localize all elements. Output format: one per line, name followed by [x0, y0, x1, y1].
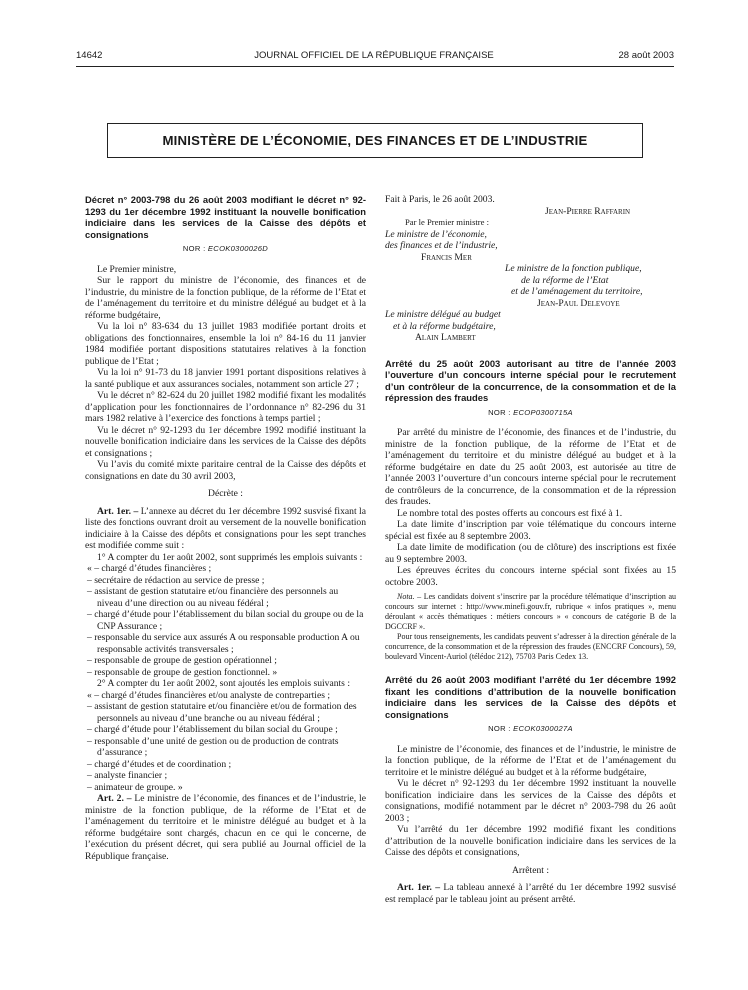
- page-number: 14642: [76, 50, 103, 61]
- paragraph: La date limite d’inscription par voie télématique du concours interne spécial est fixée au 8 septembre 2003.: [385, 519, 676, 542]
- list-item: – analyste financier ;: [87, 770, 168, 781]
- visa: Vu l’avis du comité mixte paritaire central de la Caisse des dépôts et consignations en date du 30 avril 2003,: [85, 459, 366, 482]
- paragraph: La date limite de modification (ou de clôture) des inscriptions est fixée au 9 septembre 2003.: [385, 542, 676, 565]
- paragraph: Le ministre de l’économie, des finances et de l’industrie, le ministre de la fonction publique, de la réforme de l’Etat et de l’aménagement du territoire et le ministre délégué au budget et à la réforme budgétaire,: [385, 743, 676, 778]
- journal-title: JOURNAL OFFICIEL DE LA RÉPUBLIQUE FRANÇAISE: [254, 50, 494, 61]
- visa: Vu le décret n° 92-1293 du 1er décembre 1992 instituant la nouvelle bonification indiciaire dans les services de la Caisse des dépôts et consignations, modifié notamment par le décret n° 2003-798 du 26 août 2003 ;: [385, 778, 676, 824]
- list-item: – assistant de gestion statutaire et/ou financière des personnels au niveau d’une direction ou au niveau fédéral ;: [87, 586, 339, 609]
- decree-nor: NOR : ECOK0300026D: [182, 244, 269, 253]
- issue-date: 28 août 2003: [618, 50, 674, 61]
- list-item: – assistant de gestion statutaire et/ou financière et/ou de formation des personnels au niveau d’une branche ou au niveau fédéral ;: [87, 701, 357, 724]
- list-item: – chargé d’études et de coordination ;: [87, 758, 232, 770]
- article-2-label: Art. 2. –: [97, 793, 132, 804]
- right-column: [385, 194, 676, 905]
- nota: Nota. – Les candidats doivent s’inscrire par la procédure télématique d’inscription au concours sur internet : http://www.minefi.gouv.fr, rubrique « infos pratiques », menu déroulant « accès thématiques : métiers concours » « concours de catégorie B de la DGCCRF ».: [385, 592, 676, 631]
- list-item: – responsable d’une unité de gestion ou de production de contrats d’assurance ;: [87, 735, 339, 758]
- visa: Sur le rapport du ministre de l’économie, des finances et de l’industrie, du ministre de la fonction publique, de la réforme de l’Etat et de l’aménagement du territoire et du ministre délégué au budget et à la réforme budgétaire,: [85, 275, 366, 321]
- running-header: [0, 50, 748, 64]
- list-item: – chargé d’étude pour l’établissement du bilan social du groupe ou de la CNP Assurance ;: [87, 609, 364, 632]
- minister-role: de la réforme de l’Etat: [521, 274, 609, 286]
- article-1-label: Art. 1er. –: [97, 505, 139, 517]
- list-item: – secrétaire de rédaction au service de presse ;: [87, 574, 265, 586]
- list-item: – animateur de groupe. »: [87, 781, 183, 793]
- pm-name: Jean-Pierre Raffarin: [545, 205, 631, 217]
- decree-title: Décret n° 2003-798 du 26 août 2003 modifiant le décret n° 92-1293 du 1er décembre 1992 instituant la nouvelle bonification indiciaire dans les services de la Caisse des dépôts et consignations: [85, 194, 366, 240]
- minister-name: Jean-Paul Delevoye: [537, 297, 620, 309]
- minister-name: Alain Lambert: [415, 332, 476, 343]
- ministry-box: [107, 123, 643, 158]
- paragraph: Les épreuves écrites du concours interne spécial sont fixées au 15 octobre 2003.: [385, 565, 676, 588]
- minister-role: et à la réforme budgétaire,: [393, 320, 496, 332]
- decree-intro: Le Premier ministre,: [97, 263, 177, 275]
- removed-list: [85, 563, 366, 678]
- visa: Vu la loi n° 83-634 du 13 juillet 1983 modifiée portant droits et obligations des fonctionnaires, ensemble la loi n° 84-16 du 11 janvier 1984 modifiée portant dispositions statutaires relatives à la fonction publique de l’Etat ;: [85, 321, 366, 367]
- nota-contact: Pour tous renseignements, les candidats peuvent s’adresser à la direction générale de la concurrence, de la consommation et de la répression des fraudes (ENCCRF Concours), 59, boulevard Vincent-Auriol (télédoc 212), 75703 Paris Cedex 13.: [385, 632, 676, 661]
- arrete-1-nor: NOR : ECOP0300715A: [488, 407, 573, 417]
- article-1: Art. 1er. – L’annexe au décret du 1er décembre 1992 susvisé fixant la liste des fonctions ouvrant droit au versement de la nouvelle bonification indiciaire à la Caisse des dépôts et consignations pour les sept tranches est modifiée comme suit :: [85, 505, 366, 551]
- paragraph: Le nombre total des postes offerts au concours est fixé à 1.: [397, 507, 623, 519]
- visa: Vu le décret n° 92-1293 du 1er décembre 1992 modifié instituant la nouvelle bonification indiciaire dans les services de la Caisse des dépôts et consignations ;: [85, 424, 366, 459]
- par-premier-ministre: Par le Premier ministre :: [405, 217, 490, 227]
- list-item: « – chargé d’études financières ;: [87, 563, 212, 574]
- visa: Vu la loi n° 91-73 du 18 janvier 1991 portant dispositions relatives à la santé publique et aux assurances sociales, notamment son article 27 ;: [85, 367, 366, 390]
- arrete-2-title: Arrêté du 26 août 2003 modifiant l’arrêté du 1er décembre 1992 fixant les conditions d’attribution de la nouvelle bonification indiciaire dans les services de la Caisse des dépôts et consignations: [385, 674, 676, 720]
- header-rule: [76, 66, 674, 67]
- minister-role: Le ministre de la fonction publique,: [505, 263, 642, 274]
- article-2: Art. 2. – Le ministre de l’économie, des finances et de l’industrie, le ministre de la fonction publique, de la réforme de l’Etat et de l’aménagement du territoire et le ministre délégué au budget et à la réforme budgétaire sont chargés, chacun en ce qui le concerne, de l’exécution du présent décret, qui sera publié au Journal officiel de la République française.: [85, 793, 366, 862]
- arrete-2-article-1: Art. 1er. – La tableau annexé à l’arrêté du 1er décembre 1992 susvisé est remplacé par le tableau joint au présent arrêté.: [385, 882, 676, 905]
- list-item: « – chargé d’études financières et/ou analyste de contreparties ;: [87, 689, 331, 701]
- left-column: [85, 194, 366, 862]
- arretent: Arrêtent :: [511, 864, 550, 876]
- decree-nor-code: ECOK0300026D: [207, 244, 269, 253]
- list-item: – responsable de groupe de gestion opérationnel ;: [87, 655, 277, 666]
- paragraph: Par arrêté du ministre de l’économie, des finances et de l’industrie, du ministre de la fonction publique, de la réforme de l’Etat et de l’aménagement du territoire et du ministre délégué au budget et à la réforme budgétaire en date du 25 août 2003, est autorisée au titre de l’année 2003 l’ouverture d’un concours interne spécial pour le recrutement de contrôleurs de la concurrence, de la consommation et de la répression des fraudes.: [385, 427, 676, 507]
- minister-name: Francis Mer: [421, 251, 472, 263]
- minister-role: Le ministre délégué au budget: [385, 309, 501, 320]
- visa: Vu le décret n° 82-624 du 20 juillet 1982 modifié fixant les modalités d’application pour les fonctionnaires de l’ordonnance n° 82-296 du 31 mars 1982 relative à l’exercice des fonctions à temps partiel ;: [85, 390, 366, 424]
- minister-role: et de l’aménagement du territoire,: [511, 286, 643, 297]
- list-item: – chargé d’étude pour l’établissement du bilan social du Groupe ;: [87, 724, 338, 735]
- added-list: [85, 690, 366, 794]
- arrete-2-nor: NOR : ECOK0300027A: [488, 724, 573, 733]
- list-item: – responsable de groupe de gestion fonctionnel. »: [87, 666, 278, 678]
- arrete-1-title: Arrêté du 25 août 2003 autorisant au titre de l’année 2003 l’ouverture d’un concours interne spécial pour le recrutement d’un contrôleur de la concurrence, de la consommation et de la répression des fraudes: [385, 357, 676, 403]
- visa: Vu l’arrêté du 1er décembre 1992 modifié fixant les conditions d’attribution de la nouvelle bonification indiciaire dans les services de la Caisse des dépôts et consignations,: [385, 824, 676, 858]
- place-date: Fait à Paris, le 26 août 2003.: [385, 194, 495, 205]
- decrete: Décrète :: [208, 488, 243, 499]
- ministry-title: MINISTÈRE DE L’ÉCONOMIE, DES FINANCES ET DE L’INDUSTRIE: [162, 133, 588, 148]
- list-item: – responsable du service aux assurés A ou responsable production A ou responsable activités transversales ;: [87, 632, 360, 655]
- minister-role: Le ministre de l’économie,: [385, 228, 487, 240]
- point-1: 1° A compter du 1er août 2002, sont supprimés les emplois suivants :: [97, 551, 363, 563]
- point-2: 2° A compter du 1er août 2002, sont ajoutés les emplois suivants :: [97, 678, 350, 689]
- minister-role: des finances et de l’industrie,: [385, 240, 498, 251]
